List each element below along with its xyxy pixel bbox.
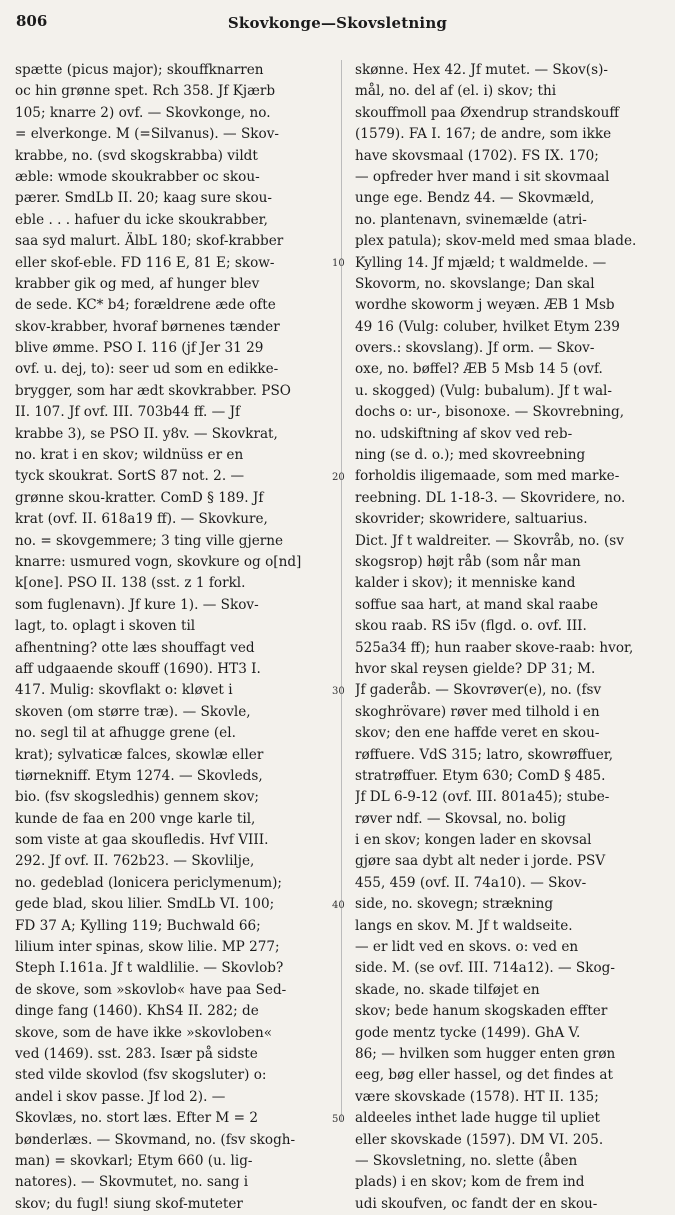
text-line: ning (se d. o.); med skovreebning [355,447,586,464]
text-line: plads) i en skov; kom de frem ind [355,1174,585,1191]
text-line: tiørnekniff. Etym 1274. — Skovleds, [15,767,263,784]
text-line: natores). — Skovmutet, no. sang i [15,1174,249,1191]
text-line: side, no. skovegn; strækning [355,896,554,913]
text-line: lilium inter spinas, skow lilie. MP 277; [15,939,280,956]
text-line: skou raab. RS i5v (flgd. o. ovf. III. [355,618,587,635]
text-line: skov; den ene haffde veret en skou- [355,725,600,742]
text-line: kunde de faa en 200 vnge karle til, [15,810,256,827]
text-line: dochs o: ur-, bisonoxe. — Skovrebning, [355,404,625,421]
text-line: være skovskade (1578). HT II. 135; [355,1088,599,1105]
text-line: Jf DL 6-9-12 (ovf. III. 801a45); stube- [355,789,610,806]
text-line: plex patula); skov-meld med smaa blade. [355,233,637,250]
text-line: afhentning? otte læs shouffagt ved [15,639,255,656]
running-head: Skovkonge—Skovsletning [227,14,448,32]
text-line: 86; — hvilken som hugger enten grøn [355,1045,616,1062]
text-line: røffuere. VdS 315; latro, skowrøffuer, [355,746,614,763]
text-line: bønderlæs. — Skovmand, no. (fsv skogh- [15,1131,296,1148]
text-line: Kylling 14. Jf mjæld; t waldmelde. — [355,254,607,271]
text-line: Dict. Jf t waldreiter. — Skovråb, no. (sv [355,532,624,549]
left-column [15,60,335,1215]
text-line: reebning. DL 1-18-3. — Skovridere, no. [355,489,626,506]
text-line: aldeeles inthet lade hugge til upliet [355,1110,601,1127]
text-line: Steph I.161a. Jf t waldlilie. — Skovlob? [15,960,284,977]
text-line: Skovlæs, no. stort læs. Efter M = 2 [15,1110,259,1127]
text-line: eeg, bøg eller hassel, og det findes at [355,1067,613,1084]
text-line: = elverkonge. M (=Silvanus). — Skov- [15,126,279,143]
text-line: krabber gik og med, af hunger blev [15,275,260,292]
text-line: eller skovskade (1597). DM VI. 205. [355,1131,604,1148]
text-line: 455, 459 (ovf. II. 74a10). — Skov- [355,874,587,891]
text-line: skov; bede hanum skogskaden effter [355,1003,608,1020]
page-number: 806 [16,12,48,30]
text-line: overs.: skovslang). Jf orm. — Skov- [355,340,595,357]
text-line: 525a34 ff); hun raaber skove-raab: hvor, [355,639,634,656]
text-line: dinge fang (1460). KhS4 II. 282; de [15,1003,259,1020]
text-line: grønne skou-kratter. ComD § 189. Jf [15,489,264,506]
text-line: k[one]. PSO II. 138 (sst. z 1 forkl. [15,575,246,592]
text-line: skogsrop) højt råb (som når man [355,553,581,570]
text-line: skade, no. skade tilføjet en [355,981,540,998]
text-line: no. udskiftning af skov ved reb- [355,425,573,442]
text-line: skønne. Hex 42. Jf mutet. — Skov(s)- [355,62,608,78]
text-line: bio. (fsv skogsledhis) gennem skov; [15,789,259,806]
text-line: skoven (om større træ). — Skovle, [15,703,251,720]
text-line: brygger, som har ædt skovkrabber. PSO [15,382,291,399]
text-line: som viste at gaa skoufledis. Hvf VIII. [15,832,269,849]
text-line: gjøre saa dybt alt neder i jorde. PSV [355,853,606,870]
text-line: blive ømme. PSO I. 116 (jf Jer 31 29 [15,340,264,357]
text-line: II. 107. Jf ovf. III. 703b44 ff. — Jf [15,404,241,421]
text-line: langs en skov. M. Jf t waldseite. [355,917,573,934]
text-line: skove, som de have ikke »skovloben« [15,1024,273,1041]
text-line: sted vilde skovlod (fsv skogsluter) o: [15,1067,267,1084]
text-line: krat); sylvaticæ falces, skowlæ eller [15,746,264,763]
text-line: æble: wmode skoukrabber oc skou- [15,168,260,185]
text-line: krat (ovf. II. 618a19 ff). — Skovkure, [15,511,268,528]
text-line: 417. Mulig: skovflakt o: kløvet i [15,682,233,699]
text-line: krabbe, no. (svd skogskrabba) vildt [15,147,258,164]
text-line: andel i skov passe. Jf lod 2). — [15,1088,226,1105]
text-line: skoghrövare) røver med tilhold i en [355,703,600,720]
text-line: ovf. u. dej, to): seer ud som en edikke- [15,361,279,378]
text-line: gede blad, skou lilier. SmdLb VI. 100; [15,896,275,913]
right-column [355,60,675,1215]
text-line: kalder i skov); it menniske kand [355,575,576,592]
column-divider [341,60,342,1122]
text-line: lagt, to. oplagt i skoven til [15,618,196,635]
text-line: 49 16 (Vulg: coluber, hvilket Etym 239 [355,318,620,335]
text-line: forholdis iligemaade, som med marke- [355,468,620,485]
text-line: hvor skal reysen gielde? DP 31; M. [355,660,596,677]
text-line: unge ege. Bendz 44. — Skovmæld, [355,190,595,207]
text-line: 105; knarre 2) ovf. — Skovkonge, no. [15,104,271,121]
text-line: oc hin grønne spet. Rch 358. Jf Kjærb [15,83,276,100]
text-line: saa syd malurt. ÄlbL 180; skof-krabber [15,233,284,250]
text-line: stratrøffuer. Etym 630; ComD § 485. [355,767,606,784]
text-line: (1579). FA I. 167; de andre, som ikke [355,126,612,143]
text-line: — opfreder hver mand i sit skovmaal [355,168,610,185]
page-header [8,8,667,36]
text-line: 292. Jf ovf. II. 762b23. — Skovlilje, [15,853,255,870]
text-line: skovrider; skowridere, saltuarius. [355,511,588,528]
text-line: tyck skoukrat. SortS 87 not. 2. — [15,468,245,485]
text-line: u. skogged) (Vulg: bubalum). Jf t wal- [355,382,612,399]
text-line: aff udgaaende skouff (1690). HT3 I. [15,660,261,677]
text-line: skov; du fugl! siung skof-muteter [15,1195,243,1212]
text-line: no. plantenavn, svinemælde (atri- [355,211,587,228]
text-line: no. segl til at afhugge grene (el. [15,725,236,742]
text-line: — er lidt ved en skovs. o: ved en [355,939,579,956]
text-line: no. krat i en skov; wildnüss er en [15,447,244,464]
text-line: oxe, no. bøffel? ÆB 5 Msb 14 5 (ovf. [355,361,603,378]
text-line: skov-krabber, hvoraf børnenes tænder [15,318,280,335]
text-line: gode mentz tycke (1499). GhA V. [355,1024,581,1041]
text-line: eble . . . hafuer du icke skoukrabber, [15,211,269,228]
text-line: som fuglenavn). Jf kure 1). — Skov- [15,596,259,613]
text-line: krabbe 3), se PSO II. y8v. — Skovkrat, [15,425,278,442]
text-line: — Skovsletning, no. slette (åben [355,1152,578,1169]
line-number-marker: 10 [332,257,345,269]
text-line: eller skof-eble. FD 116 E, 81 E; skow- [15,254,275,271]
text-line: FD 37 A; Kylling 119; Buchwald 66; [15,917,261,934]
text-line: de skove, som »skovlob« have paa Sed- [15,981,287,998]
text-line: Skovorm, no. skovslange; Dan skal [355,275,595,292]
text-line: have skovsmaal (1702). FS IX. 170; [355,147,599,164]
line-number-marker: 30 [332,685,345,697]
text-line: Jf gaderåb. — Skovrøver(e), no. (fsv [355,682,602,699]
text-line: side. M. (se ovf. III. 714a12). — Skog- [355,960,615,977]
text-line: spætte (picus major); skouffknarren [15,62,264,78]
line-number-marker: 50 [332,1113,345,1125]
text-line: knarre: usmured vogn, skovkure og o[nd] [15,553,302,570]
text-line: mål, no. del af (el. i) skov; thi [355,83,557,100]
text-line: no. = skovgemmere; 3 ting ville gjerne [15,532,284,549]
text-line: man) = skovkarl; Etym 660 (u. lig- [15,1152,253,1169]
text-line: wordhe skoworm j weyæn. ÆB 1 Msb [355,297,615,314]
text-line: de sede. KC* b4; forældrene æde ofte [15,297,276,314]
text-line: pærer. SmdLb II. 20; kaag sure skou- [15,190,273,207]
line-number-marker: 40 [332,899,345,911]
line-number-marker: 20 [332,471,345,483]
text-line: no. gedeblad (lonicera periclymenum); [15,874,282,891]
text-line: skouffmoll paa Øxendrup strandskouff [355,104,620,121]
text-line: udi skoufven, oc fandt der en skou- [355,1195,598,1212]
text-line: røver ndf. — Skovsal, no. bolig [355,810,566,827]
text-line: i en skov; kongen lader en skovsal [355,832,592,849]
text-line: ved (1469). sst. 283. Især på sidste [15,1045,258,1062]
text-line: soffue saa hart, at mand skal raabe [355,596,599,613]
